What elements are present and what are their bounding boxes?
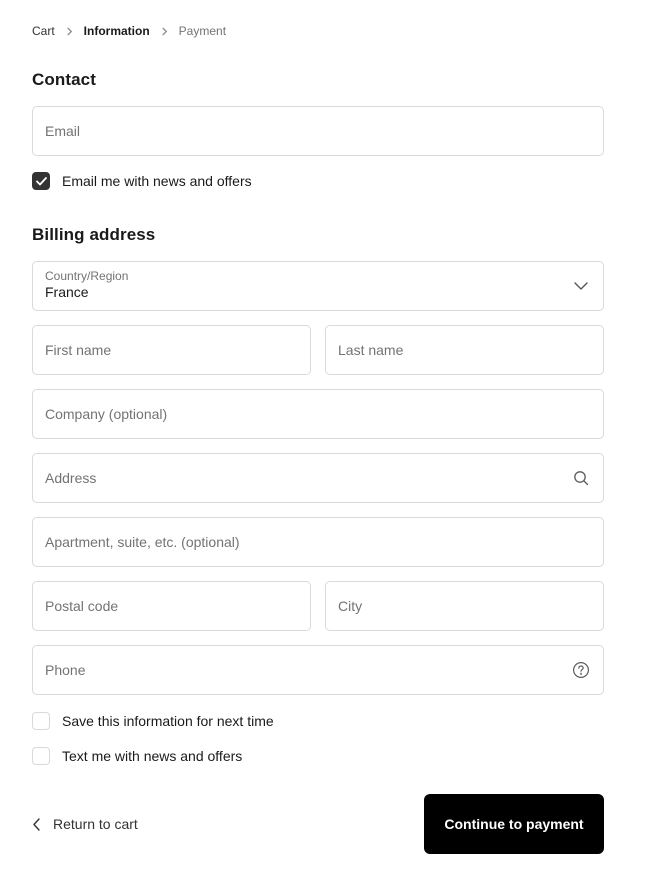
breadcrumb-payment: Payment: [178, 24, 227, 38]
sms-news-checkbox-row[interactable]: [32, 747, 604, 765]
company-field[interactable]: [33, 390, 603, 438]
breadcrumb: [32, 24, 604, 38]
phone-field[interactable]: [33, 646, 603, 694]
country-select-label: Country/Region: [45, 269, 129, 283]
postal-city-row: [32, 567, 604, 631]
email-field[interactable]: [33, 107, 603, 155]
return-to-cart-label: Return to cart: [53, 816, 138, 832]
chevron-left-icon: [32, 818, 41, 831]
postal-code-field-wrapper: [32, 581, 311, 631]
email-field-wrapper: [32, 106, 604, 156]
sms-news-checkbox-label: Text me with news and offers: [62, 748, 243, 764]
email-news-checkbox[interactable]: [32, 172, 50, 190]
apartment-field-wrapper: [32, 517, 604, 567]
billing-section-title: Billing address: [32, 225, 156, 244]
email-news-checkbox-label: Email me with news and offers: [62, 173, 252, 189]
company-field-wrapper: [32, 389, 604, 439]
postal-code-field[interactable]: [33, 582, 310, 630]
name-row: [32, 311, 604, 375]
save-info-checkbox-row[interactable]: [32, 712, 604, 730]
phone-field-wrapper: [32, 645, 604, 695]
city-field[interactable]: [326, 582, 603, 630]
country-select[interactable]: [32, 261, 604, 311]
return-to-cart-link[interactable]: [32, 816, 138, 832]
first-name-field[interactable]: [33, 326, 310, 374]
city-field-wrapper: [325, 581, 604, 631]
contact-section-title: Contact: [32, 70, 96, 89]
country-select-value: France: [45, 284, 89, 300]
continue-to-payment-button[interactable]: Continue to payment: [424, 794, 604, 854]
email-news-checkbox-row[interactable]: [32, 172, 604, 190]
address-field-wrapper: [32, 453, 604, 503]
chevron-right-icon: [65, 27, 74, 36]
last-name-field-wrapper: [325, 325, 604, 375]
save-info-checkbox[interactable]: [32, 712, 50, 730]
chevron-down-icon: [574, 282, 588, 290]
last-name-field[interactable]: [326, 326, 603, 374]
chevron-right-icon: [160, 27, 169, 36]
apartment-field[interactable]: [33, 518, 603, 566]
checkmark-icon: [36, 177, 47, 186]
first-name-field-wrapper: [32, 325, 311, 375]
search-icon: [572, 469, 590, 487]
save-info-checkbox-label: Save this information for next time: [62, 713, 274, 729]
breadcrumb-information: Information: [83, 24, 150, 38]
help-circle-icon[interactable]: [572, 661, 590, 679]
address-field[interactable]: [33, 454, 603, 502]
sms-news-checkbox[interactable]: [32, 747, 50, 765]
breadcrumb-cart[interactable]: Cart: [32, 24, 55, 38]
footer-actions: [32, 794, 604, 854]
